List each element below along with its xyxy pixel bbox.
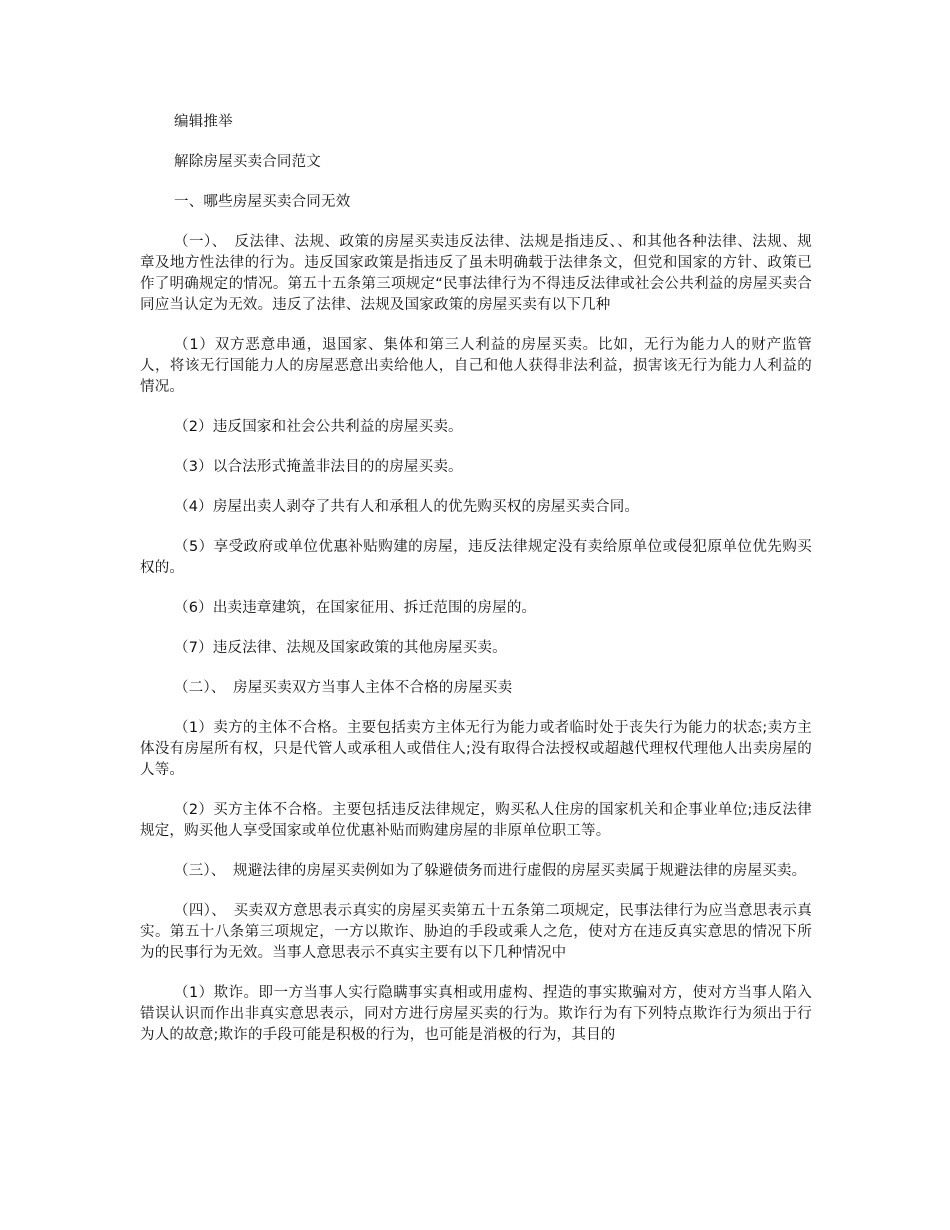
section-heading: （二）、 房屋买卖双方当事人主体不合格的房屋买卖 — [174, 680, 513, 696]
list-item: （6）出卖违章建筑，在国家征用、拆迁范围的房屋的。 — [174, 600, 537, 616]
body-paragraph: （三）、 规避法律的房屋买卖例如为了躲避债务而进行虚假的房屋买卖属于规避法律的房屋买卖。 — [174, 863, 807, 879]
document-page — [140, 112, 812, 1046]
section-heading: 一、哪些房屋买卖合同无效 — [174, 194, 351, 210]
list-item: （2）买方主体不合格。主要包括违反法律规定，购买私人住房的国家机关和企事业单位;违反法律规定，购买他人享受国家或单位优惠补贴而购建房屋的非原单位职工等。 — [140, 802, 812, 839]
list-item: （5）享受政府或单位优惠补贴购建的房屋，违反法律规定没有卖给原单位或侵犯原单位优先购买权的。 — [140, 539, 812, 576]
list-item: （7）违反法律、法规及国家政策的其他房屋买卖。 — [174, 640, 507, 656]
body-paragraph: （一）、 反法律、法规、政策的房屋买卖违反法律、法规是指违反、、和其他各种法律、法规、规章及地方性法律的行为。违反国家政策是指违反了虽未明确载于法律条文，但党和国家的方针、政策已作了明确规定的情况。第五十五条第三项规定“民事法律行为不得违反法律或社会公共利益的房屋买卖合同应当认定为无效。违反了法律、法规及国家政策的房屋买卖有以下几种 — [140, 234, 812, 313]
list-item: （1）欺诈。即一方当事人实行隐瞒事实真相或用虚构、捏造的事实欺骗对方，使对方当事人陷入错误认识而作出非真实意思表示，同对方进行房屋买卖的行为。欺诈行为有下列特点欺诈行为须出于行为人的故意;欺诈的手段可能是积极的行为，也可能是消极的行为，其目的 — [140, 985, 812, 1043]
list-item: （3）以合法形式掩盖非法目的的房屋买卖。 — [174, 459, 463, 475]
document-title: 解除房屋买卖合同范文 — [174, 154, 321, 170]
list-item: （2）违反国家和社会公共利益的房屋买卖。 — [174, 419, 463, 435]
list-item: （4）房屋出卖人剥夺了共有人和承租人的优先购买权的房屋买卖合同。 — [174, 499, 640, 515]
list-item: （1）双方恶意串通，退国家、集体和第三人利益的房屋买卖。比如，无行为能力人的财产监管人，将该无行国能力人的房屋恶意出卖给他人，自己和他人获得非法利益，损害该无行为能力人利益的情况。 — [140, 337, 812, 395]
section-heading: 编辑推举 — [174, 114, 233, 130]
list-item: （1）卖方的主体不合格。主要包括卖方主体无行为能力或者临时处于丧失行为能力的状态;卖方主体没有房屋所有权，只是代管人或承租人或借住人;没有取得合法授权或超越代理权代理他人出卖房屋的人等。 — [140, 720, 812, 778]
body-paragraph: （四）、 买卖双方意思表示真实的房屋买卖第五十五条第二项规定，民事法律行为应当意思表示真实。第五十八条第三项规定，一方以欺诈、胁迫的手段或乘人之危，使对方在违反真实意思的情况下所为的民事行为无效。当事人意思表示不真实主要有以下几种情况中 — [140, 903, 812, 961]
